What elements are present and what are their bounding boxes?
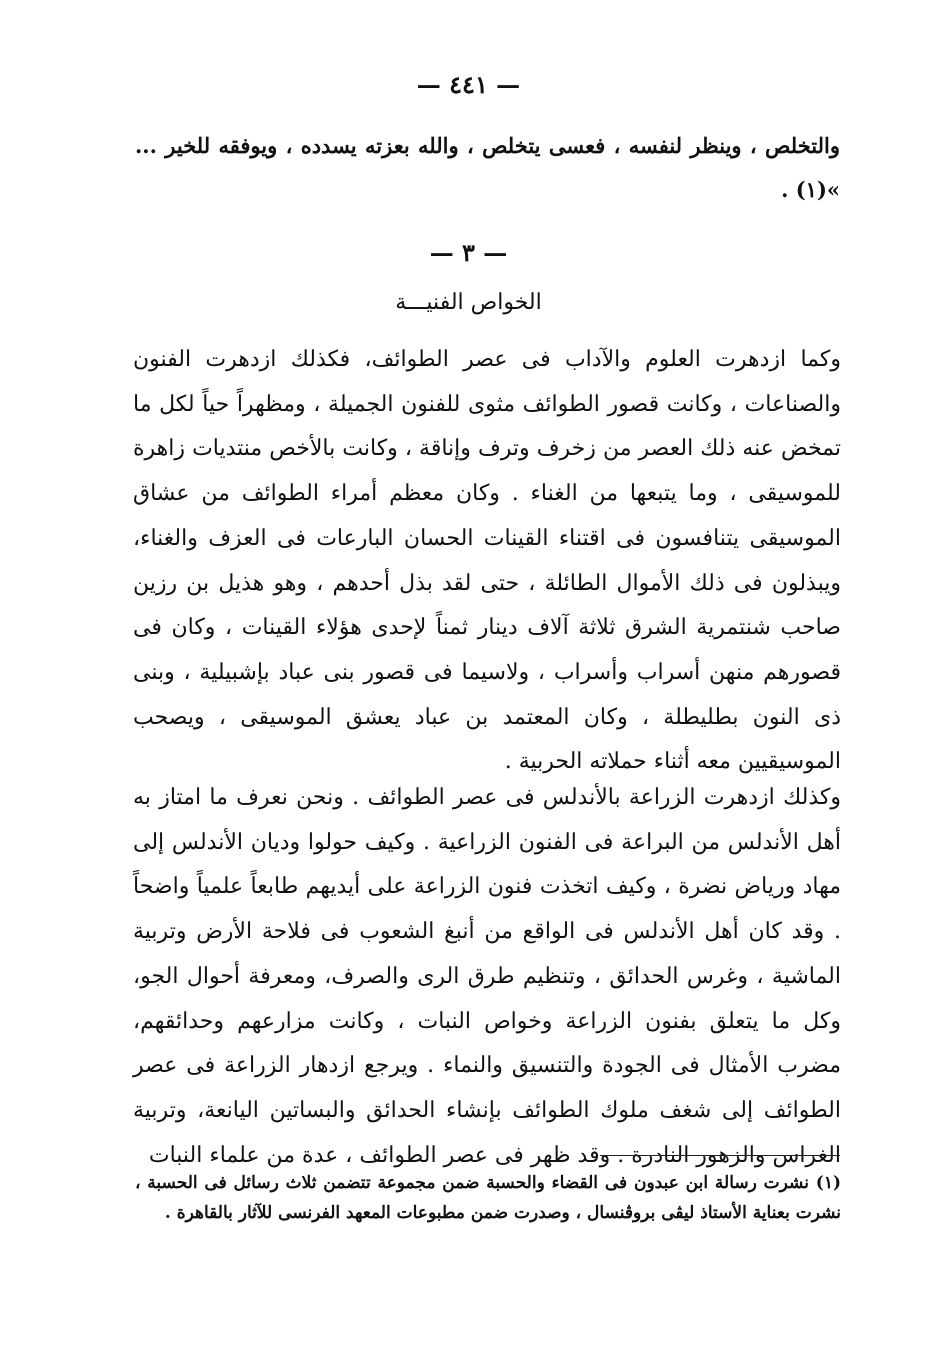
- paragraph-text: وكما ازدهرت العلوم والآداب فى عصر الطوائف، فكذلك ازدهرت الفنون والصناعات ، وكانت قصور الطوائف مثوى للفنون الجميلة ، ومظهراً حياً لكل ما تمخض عنه ذلك العصر من زخرف وترف وإناقة ، وكانت بالأخص منتديات زاهرة للموسيقى ، وما يتبعها من الغناء . وكان معظم أمراء الطوائف من عشاق الموسيقى يتنافسون فى اقتناء القينات الحسان البارعات فى العزف والغناء، ويبذلون فى ذلك الأموال الطائلة ، حتى لقد بذل أحدهم ، وهو هذيل بن رزين صاحب شنتمرية الشرق ثلاثة آلاف دينار ثمناً لإحدى هؤلاء القينات ، وكان فى قصورهم منهن أسراب وأسراب ، ولاسيما فى قصور بنى عباد بإشبيلية ، وبنى ذى النون بطليطلة ، وكان المعتمد بن عباد يعشق الموسيقى ، ويصحب الموسيقيين معه أثناء حملاته الحربية .: [133, 347, 842, 775]
- footnote-text: (١) نشرت رسالة ابن عبدون فى القضاء والحسبة ضمن مجموعة تتضمن ثلاث رسائل فى الحسبة ، نشرت بعناية الأستاذ ليڤى بروڤنسال ، وصدرت ضمن مطبوعات المعهد الفرنسى للآثار بالقاهرة .: [135, 1173, 841, 1223]
- paragraph-text: وكذلك ازدهرت الزراعة بالأندلس فى عصر الطوائف . ونحن نعرف ما امتاز به أهل الأندلس من البراعة فى الفنون الزراعية . وكيف حولوا وديان الأندلس إلى مهاد ورياض نضرة ، وكيف اتخذت فنون الزراعة على أيديهم طابعاً علمياً واضحاً . وقد كان أهل الأندلس فى الواقع من أنبغ الشعوب فى فلاحة الأرض وتربية الماشية ، وغرس الحدائق ، وتنظيم طرق الرى والصرف، ومعرفة أحوال الجو، وكل ما يتعلق بفنون الزراعة وخواص النبات ، وكانت مزارعهم وحدائقهم، مضرب الأمثال فى الجودة والتنسيق والنماء . ويرجع ازدهار الزراعة فى عصر الطوائف إلى شغف ملوك الطوائف بإنشاء الحدائق والبساتين اليانعة، وتربية الغراس والزهور النادرة . وقد ظهر فى عصر الطوائف ، عدة من علماء النبات: [133, 785, 841, 1168]
- body-paragraph-2: [133, 776, 841, 1178]
- footnote: [135, 1168, 841, 1228]
- body-paragraph-1: [133, 338, 841, 785]
- section-title: الخواص الفنيـــة: [395, 290, 542, 315]
- page-number: — ٤٤١ —: [416, 70, 521, 99]
- continuation-text: [135, 124, 840, 212]
- continuation-paragraph: والتخلص ، وينظر لنفسه ، فعسى يتخلص ، والله بعزته يسدده ، ويوفقه للخير ... »(١) .: [135, 133, 840, 202]
- section-number: — ٣ —: [429, 238, 508, 267]
- footnote-divider: [600, 1155, 840, 1156]
